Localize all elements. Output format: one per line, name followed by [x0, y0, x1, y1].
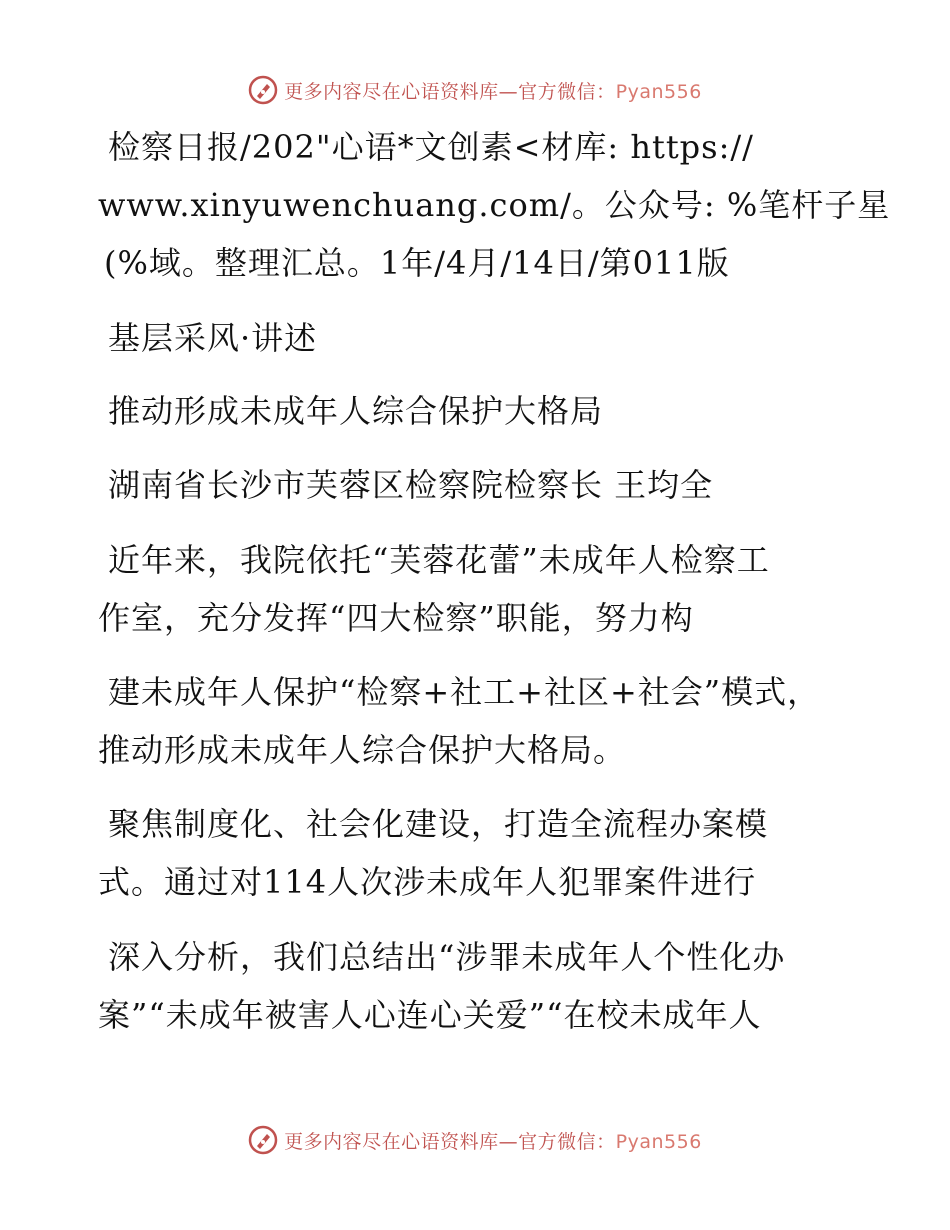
- top-watermark: [0, 70, 950, 110]
- watermark-text: 更多内容尽在心语资料库—官方微信：Pyan556: [284, 1130, 702, 1153]
- paragraph-line: 式。通过对114人次涉未成年人犯罪案件进行: [98, 863, 757, 901]
- pen-logo-icon: [248, 75, 278, 105]
- header-line-3: (%域。整理汇总。1年/4月/14日/第011版: [104, 244, 730, 282]
- pen-logo-icon: [248, 1125, 278, 1155]
- paragraph-line: 近年来，我院依托“芙蓉花蕾”未成年人检察工: [108, 541, 770, 579]
- paragraph-line: 聚焦制度化、社会化建设，打造全流程办案模: [108, 805, 769, 843]
- paragraph-line: 作室，充分发挥“四大检察”职能，努力构: [98, 599, 694, 637]
- watermark-wechat-id: Pyan556: [615, 1130, 702, 1153]
- watermark-text: 更多内容尽在心语资料库—官方微信：Pyan556: [284, 80, 702, 103]
- paragraph-line: 案”“未成年被害人心连心关爱”“在校未成年人: [98, 996, 762, 1034]
- header-line-1: 检察日报/202"心语*文创素<材库: https://: [108, 128, 754, 166]
- watermark-wechat-id: Pyan556: [615, 80, 702, 103]
- column-name: 基层采风·讲述: [108, 319, 318, 357]
- header-line-2: www.xinyuwenchuang.com/。公众号: %笔杆子星: [98, 186, 891, 224]
- article-title: 推动形成未成年人综合保护大格局: [108, 392, 604, 430]
- paragraph-line: 推动形成未成年人综合保护大格局。: [98, 731, 627, 769]
- bottom-watermark: [0, 1120, 950, 1160]
- paragraph-line: 深入分析，我们总结出“涉罪未成年人个性化办: [108, 938, 786, 976]
- paragraph-line: 建未成年人保护“检察+社工+社区+社会”模式，: [108, 673, 821, 711]
- article-author: 湖南省长沙市芙蓉区检察院检察长 王均全: [108, 466, 714, 504]
